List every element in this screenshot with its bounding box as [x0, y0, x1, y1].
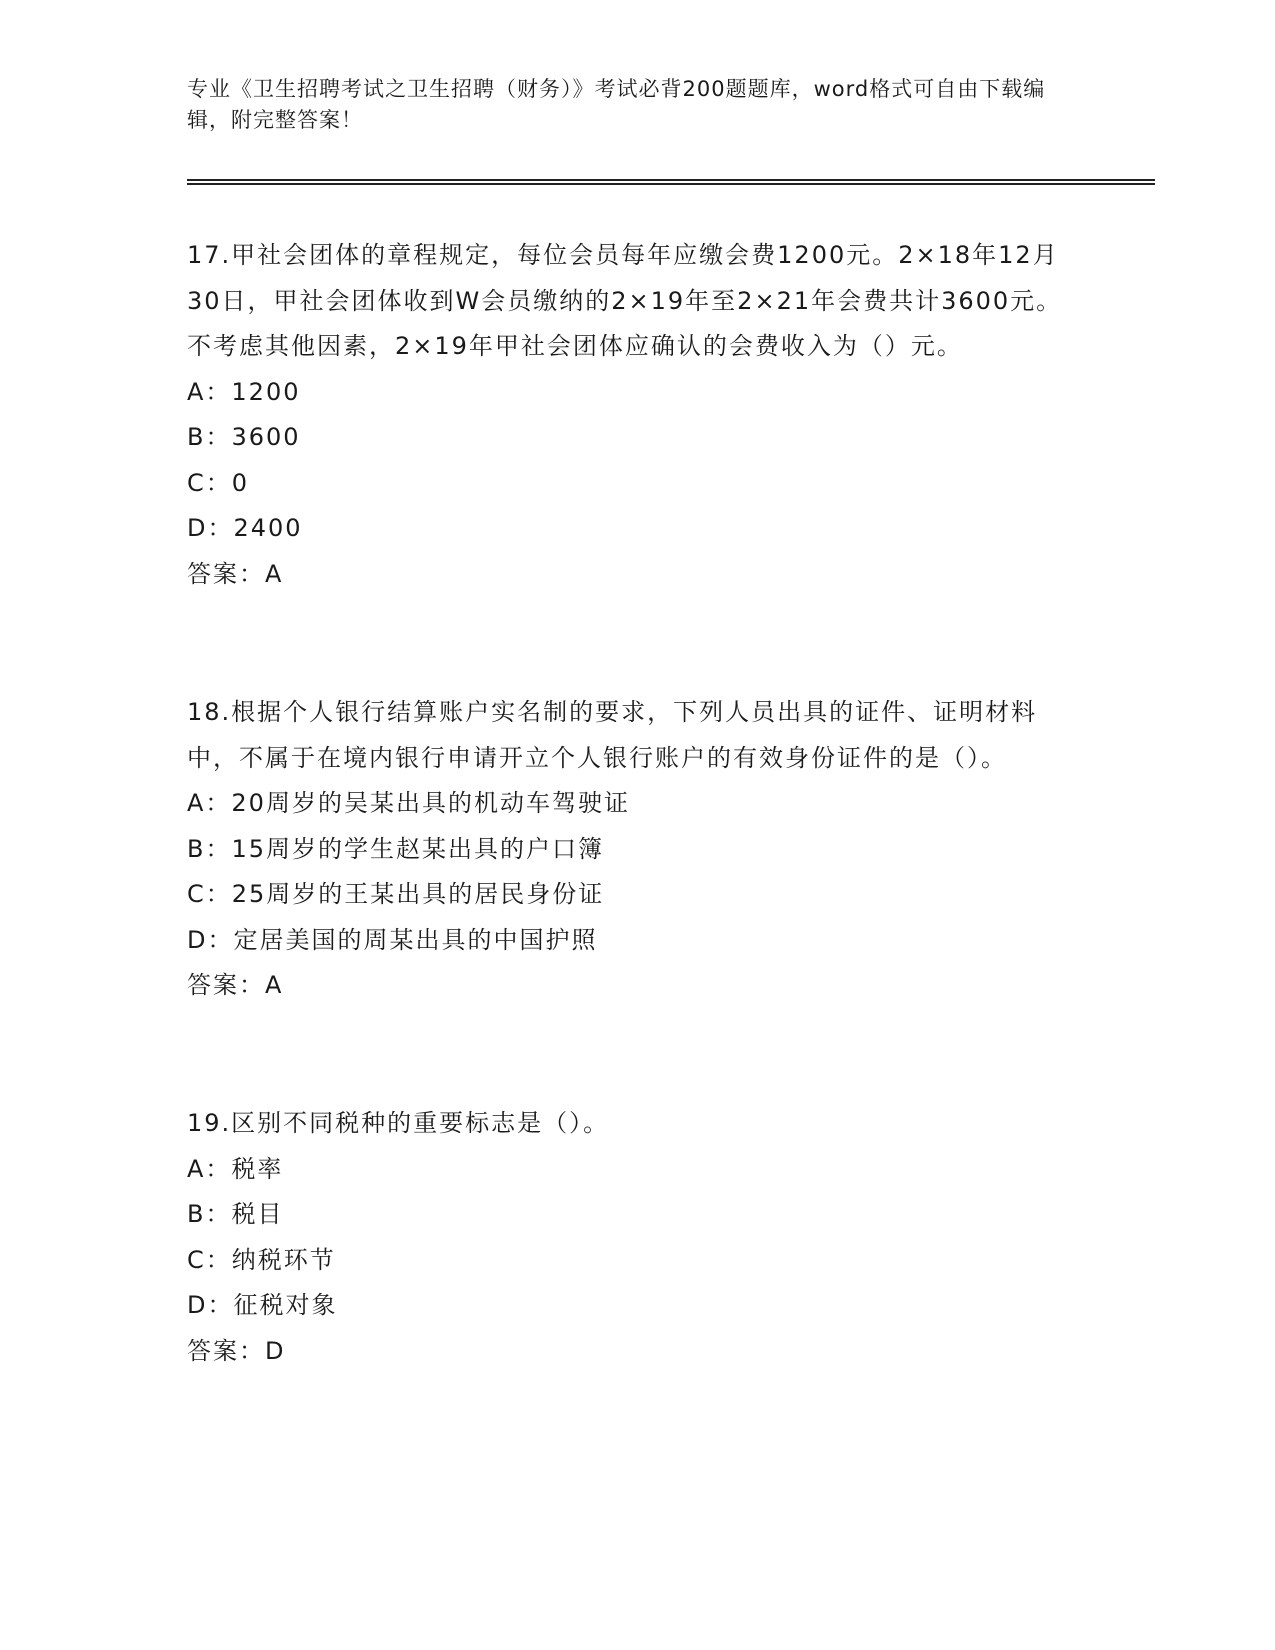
option-c: C：0 [187, 468, 250, 497]
option-d: D：征税对象 [187, 1291, 338, 1319]
answer: 答案：D [187, 1336, 286, 1365]
option-a: A：税率 [187, 1154, 284, 1183]
question-19 [187, 1101, 1087, 1374]
header-divider-top [187, 179, 1155, 181]
answer: 答案：A [187, 559, 284, 588]
option-a: A：20周岁的吴某出具的机动车驾驶证 [187, 789, 630, 817]
question-stem: 18.根据个人银行结算账户实名制的要求，下列人员出具的证件、证明材料中，不属于在境内银行申请开立个人银行账户的有效身份证件的是（）。 [187, 698, 1038, 772]
option-b: B：3600 [187, 423, 301, 451]
answer: 答案：A [187, 971, 284, 999]
option-d: D：定居美国的周某出具的中国护照 [187, 925, 598, 954]
document-header: 专业《卫生招聘考试之卫生招聘（财务）》考试必背200题题库，word格式可自由下载编辑，附完整答案！ [187, 77, 1046, 132]
option-b: B：15周岁的学生赵某出具的户口簿 [187, 834, 605, 863]
option-d: D：2400 [187, 514, 303, 542]
option-b: B：税目 [187, 1200, 284, 1228]
option-a: A：1200 [187, 377, 301, 406]
header-divider-bottom [187, 183, 1155, 185]
option-c: C：25周岁的王某出具的居民身份证 [187, 880, 605, 908]
question-18 [187, 690, 1087, 1009]
question-17 [187, 233, 1087, 597]
question-stem: 19.区别不同税种的重要标志是（）。 [187, 1109, 610, 1137]
option-c: C：纳税环节 [187, 1245, 336, 1274]
question-stem: 17.甲社会团体的章程规定，每位会员每年应缴会费1200元。2×18年12月30日，甲社会团体收到W会员缴纳的2×19年至2×21年会费共计3600元。不考虑其他因素，2×19年甲社会团体应确认的会费收入为（）元。 [187, 241, 1063, 360]
